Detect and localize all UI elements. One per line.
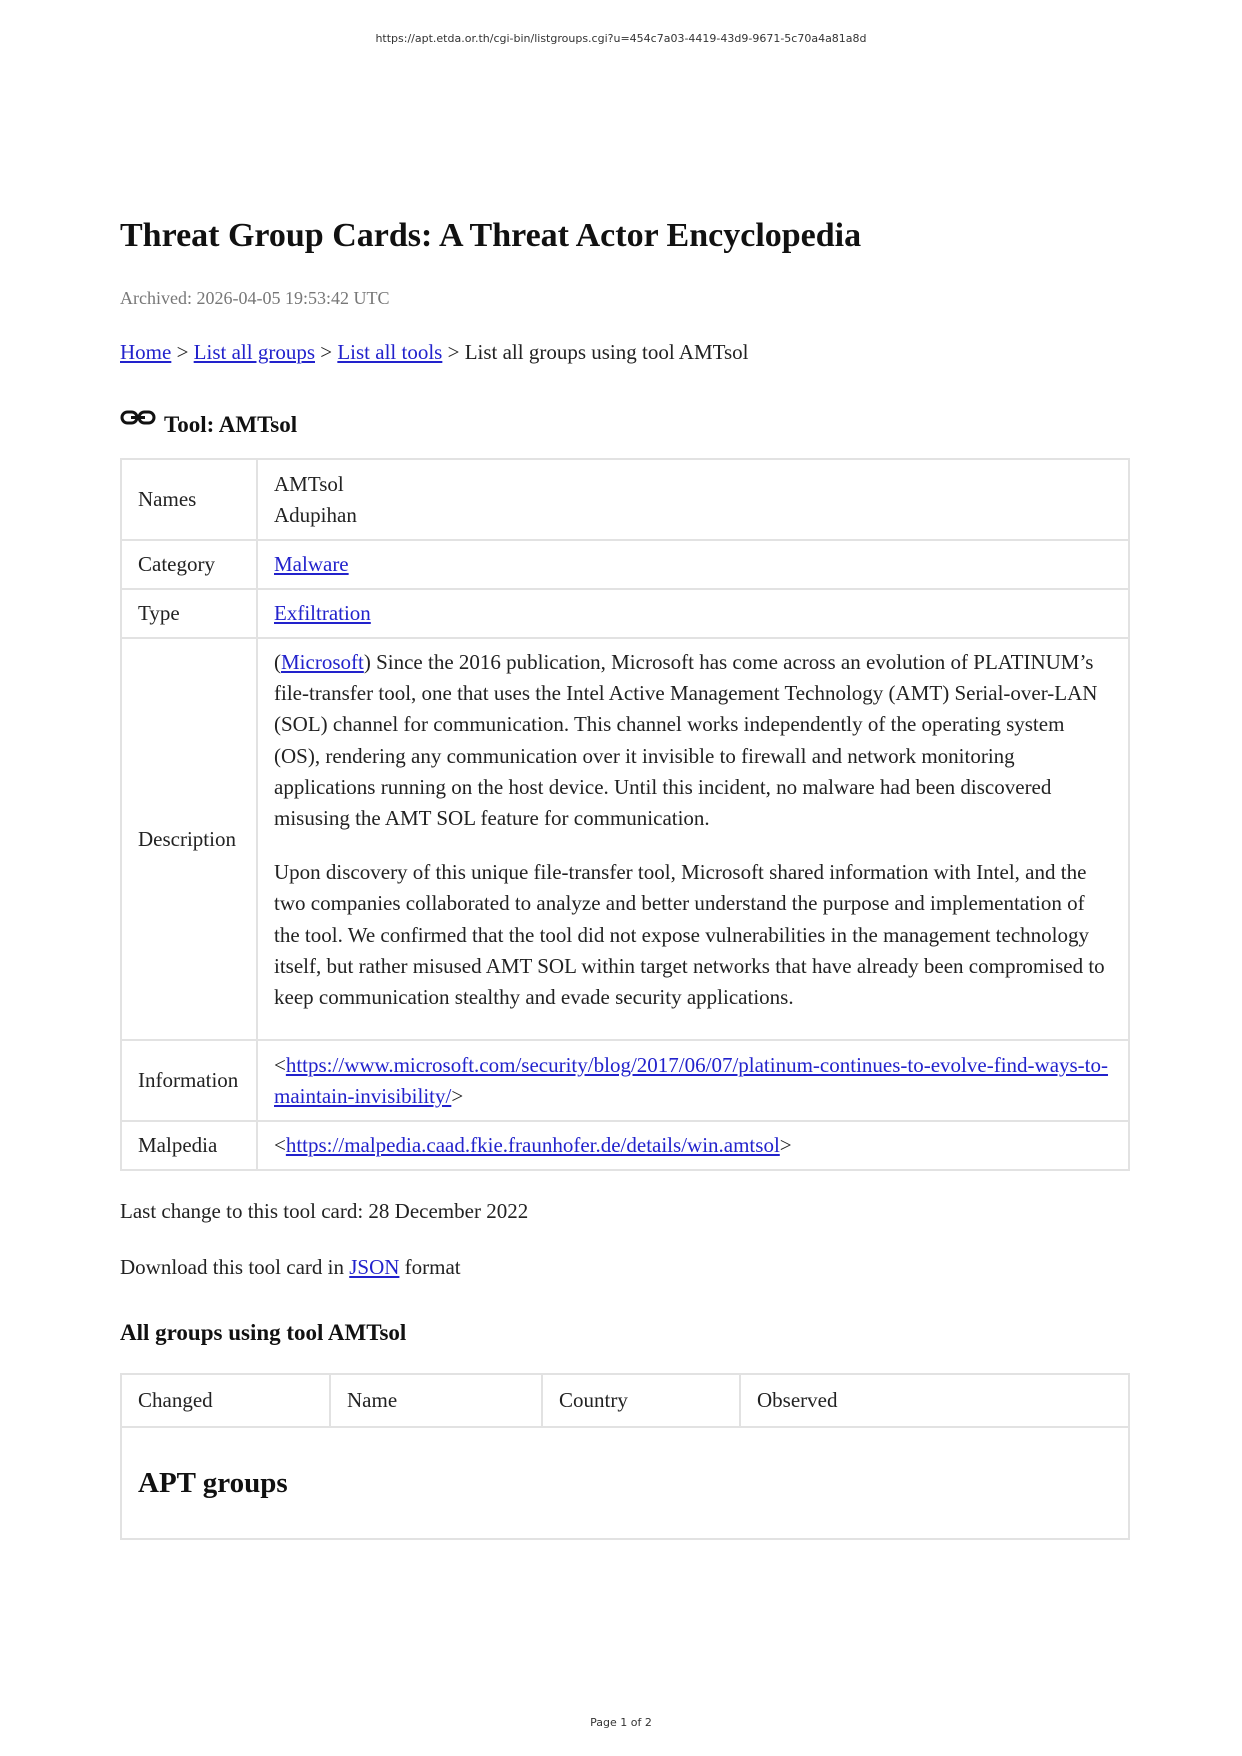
names-row	[121, 459, 1129, 540]
tool-title: Tool: AMTsol	[164, 412, 298, 437]
breadcrumb-current: List all groups using tool AMTsol	[464, 340, 749, 364]
angle-open: <	[274, 1133, 286, 1157]
description-source-link[interactable]: Microsoft	[281, 650, 364, 674]
type-row	[121, 589, 1129, 638]
column-header-observed[interactable]: Observed	[740, 1374, 1129, 1427]
breadcrumb	[120, 338, 1130, 366]
column-header-changed[interactable]: Changed	[121, 1374, 330, 1427]
download-prefix: Download this tool card in	[120, 1255, 344, 1279]
category-row	[121, 540, 1129, 589]
groups-heading: All groups using tool AMTsol	[120, 1320, 407, 1345]
column-header-name[interactable]: Name	[330, 1374, 542, 1427]
paren-open: (	[274, 650, 281, 674]
apt-groups-title: APT groups	[138, 1466, 288, 1499]
tool-heading	[120, 398, 1130, 440]
description-paragraph	[274, 647, 1112, 834]
last-change-text: Last change to this tool card: 28 December 2022	[120, 1199, 529, 1223]
angle-close: >	[451, 1083, 464, 1108]
type-label: Type	[121, 589, 257, 638]
page-url-header: https://apt.etda.or.th/cgi-bin/listgroups.cgi?u=454c7a03-4419-43d9-9671-5c70a4a81a8d	[375, 32, 867, 45]
information-row	[121, 1040, 1129, 1121]
information-link[interactable]: https://www.microsoft.com/security/blog/2017/06/07/platinum-continues-to-evolve-find-ways-to-maintain-invisibility/	[274, 1052, 1109, 1108]
category-label: Category	[121, 540, 257, 589]
description-value	[257, 638, 1129, 1040]
names-value	[257, 459, 1129, 540]
names-label: Names	[121, 459, 257, 540]
apt-section-cell	[121, 1427, 1129, 1539]
column-header-country[interactable]: Country	[542, 1374, 740, 1427]
tool-card-table	[120, 458, 1130, 1171]
information-value	[257, 1040, 1129, 1121]
json-download-link[interactable]: JSON	[349, 1255, 400, 1279]
breadcrumb-home-link[interactable]: Home	[120, 340, 172, 364]
malpedia-link[interactable]: https://malpedia.caad.fkie.fraunhofer.de/details/win.amtsol	[285, 1133, 780, 1157]
breadcrumb-list-tools-link[interactable]: List all tools	[337, 340, 443, 364]
paren-close: )	[363, 650, 371, 674]
description-label: Description	[121, 638, 257, 1040]
main-content	[120, 212, 1130, 1540]
category-value	[257, 540, 1129, 589]
page-title: Threat Group Cards: A Threat Actor Encyclopedia	[120, 217, 862, 254]
category-link[interactable]: Malware	[274, 552, 349, 576]
malpedia-label: Malpedia	[121, 1121, 257, 1170]
tool-name: Adupihan	[274, 502, 357, 527]
breadcrumb-list-groups-link[interactable]: List all groups	[193, 340, 315, 364]
type-value	[257, 589, 1129, 638]
groups-table	[120, 1373, 1130, 1540]
tool-name: AMTsol	[274, 471, 344, 496]
malpedia-value	[257, 1121, 1129, 1170]
apt-section-row	[121, 1427, 1129, 1539]
download-text	[120, 1253, 1130, 1281]
archived-timestamp: Archived: 2026-04-05 19:53:42 UTC	[120, 288, 390, 308]
malpedia-row	[121, 1121, 1129, 1170]
angle-open: <	[274, 1052, 286, 1077]
breadcrumb-separator: >	[447, 340, 460, 364]
description-row	[121, 638, 1129, 1040]
type-link[interactable]: Exfiltration	[274, 601, 371, 625]
breadcrumb-separator: >	[320, 340, 333, 364]
description-text: Since the 2016 publication, Microsoft has come across an evolution of PLATINUM’s file-transfer tool, one that uses the Intel Active Management Technology (AMT) Serial-over-LAN (SOL) channel for communication. This channel works independently of the operating system (OS), rendering any communication over it invisible to firewall and network monitoring applications running on the host device. Until this incident, no malware had been discovered misusing the AMT SOL feature for communication.	[274, 650, 1098, 831]
page-number: Page 1 of 2	[590, 1716, 652, 1729]
download-suffix: format	[404, 1255, 461, 1279]
breadcrumb-separator: >	[176, 340, 189, 364]
groups-header-row	[121, 1374, 1129, 1427]
link-icon	[120, 406, 156, 432]
angle-close: >	[779, 1133, 792, 1157]
description-paragraph: Upon discovery of this unique file-transfer tool, Microsoft shared information with Intel, and the two companies collaborated to analyze and better understand the purpose and implementation of the tool. We confirmed that the tool did not expose vulnerabilities in the management technology itself, but rather misused AMT SOL within target networks that have already been compromised to keep communication stealthy and evade security applications.	[274, 860, 1105, 1010]
information-label: Information	[121, 1040, 257, 1121]
